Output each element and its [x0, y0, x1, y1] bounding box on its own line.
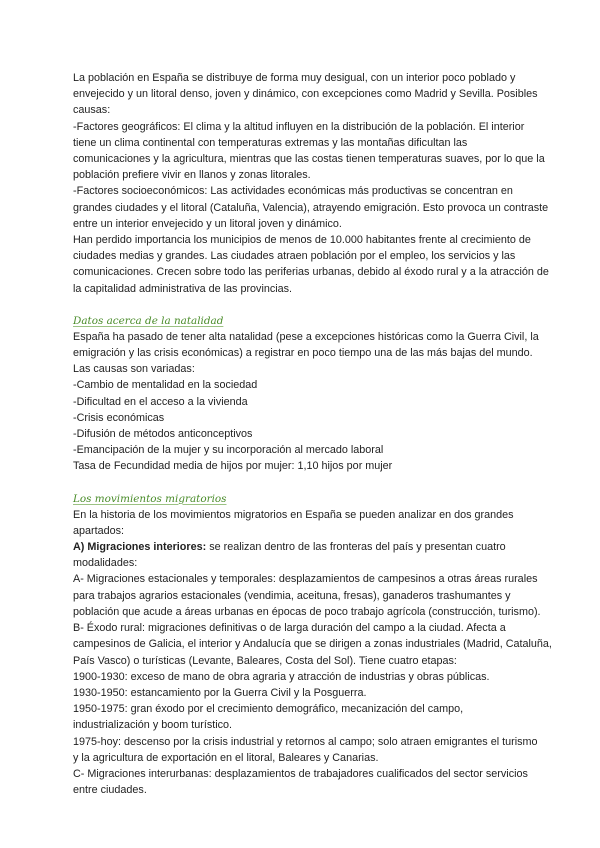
interior-migrations-line: [73, 539, 528, 555]
text-line: entre ciudades.: [73, 784, 147, 797]
text-line: 1900-1930: exceso de mano de obra agraria y atracción de industrias y obras públicas.: [73, 670, 490, 683]
natality-section: [73, 313, 539, 475]
text-line: -Factores geográficos: El clima y la altitud influyen en la distribución de la población. El interior: [73, 120, 525, 133]
text-line: -Emancipación de la mujer y su incorporación al mercado laboral: [73, 444, 384, 457]
text-line: C- Migraciones interurbanas: desplazamientos de trabajadores cualificados del sector servicios: [73, 767, 528, 780]
population-distribution-paragraph: [73, 70, 549, 297]
text-line: -Factores socioeconómicos: Las actividades económicas más productivas se concentran en: [73, 185, 513, 198]
text-line: emigración y las crisis económicas) a registrar en poco tiempo una de las más bajas del mundo.: [73, 347, 533, 360]
text-line: comunicaciones y la agricultura, mientras que las costas tienen temperaturas suaves, por lo que la: [73, 153, 545, 166]
text-line: En la historia de los movimientos migratorios en España se pueden analizar en dos grandes: [73, 508, 514, 521]
text-line: ciudades medias y grandes. Las ciudades atraen población por el empleo, los servicios y las: [73, 250, 516, 263]
text-line: 1950-1975: gran éxodo por el crecimiento demográfico, mecanización del campo,: [73, 703, 464, 716]
migration-heading: Los movimientos migratorios: [73, 492, 227, 505]
text-line: población que acude a áreas urbanas en épocas de poco trabajo agrícola (construcción, turismo).: [73, 605, 541, 618]
text-line: Las causas son variadas:: [73, 363, 195, 376]
text-line: causas:: [73, 104, 111, 117]
interior-migrations-text: se realizan dentro de las fronteras del país y presentan cuatro: [206, 541, 506, 554]
text-line: entre un interior envejecido y un litoral joven y dinámico.: [73, 217, 342, 230]
text-line: A- Migraciones estacionales y temporales: desplazamientos de campesinos a otras áreas rurales: [73, 573, 538, 586]
text-line: modalidades:: [73, 557, 138, 570]
text-line: -Crisis económicas: [73, 411, 165, 424]
section-spacer: [73, 297, 528, 313]
text-line: España ha pasado de tener alta natalidad (pese a excepciones históricas como la Guerra Civil, la: [73, 330, 539, 343]
text-line: -Difusión de métodos anticonceptivos: [73, 428, 253, 441]
text-line: población prefiere vivir en llanos y zonas litorales.: [73, 169, 311, 182]
text-line: País Vasco) o turísticas (Levante, Baleares, Costa del Sol). Tiene cuatro etapas:: [73, 654, 457, 667]
interior-migrations-label: A) Migraciones interiores:: [73, 541, 207, 554]
text-line: envejecido y un litoral denso, joven y dinámico, con excepciones como Madrid y Sevilla. Posibles: [73, 88, 538, 101]
text-line: grandes ciudades y el litoral (Cataluña, Valencia), atrayendo emigración. Esto provoca un contraste: [73, 201, 549, 214]
text-line: Han perdido importancia los municipios de menos de 10.000 habitantes frente al crecimiento de: [73, 234, 531, 247]
text-line: tiene un clima continental con temperaturas extremas y las montañas dificultan las: [73, 136, 468, 149]
text-line: 1975-hoy: descenso por la crisis industrial y retornos al campo; solo atraen emigrantes el turismo: [73, 735, 538, 748]
text-line: -Dificultad en el acceso a la vivienda: [73, 395, 248, 408]
natality-heading: Datos acerca de la natalidad: [73, 314, 224, 327]
text-line: -Cambio de mentalidad en la sociedad: [73, 379, 258, 392]
text-line: apartados:: [73, 524, 125, 537]
text-line: la capitalidad administrativa de las provincias.: [73, 282, 293, 295]
text-line: 1930-1950: estancamiento por la Guerra Civil y la Posguerra.: [73, 686, 367, 699]
text-line: para trabajos agrarios estacionales (vendimia, aceituna, fresas), ganaderos trashumantes y: [73, 589, 511, 602]
text-line: B- Éxodo rural: migraciones definitivas o de larga duración del campo a la ciudad. Afecta a: [73, 622, 506, 635]
text-line: industrialización y boom turístico.: [73, 719, 233, 732]
text-line: La población en España se distribuye de forma muy desigual, con un interior poco poblado y: [73, 72, 516, 84]
text-line: campesinos de Galicia, el interior y Andalucía que se dirigen a zonas industriales (Madrid, Cataluña,: [73, 638, 552, 651]
text-line: comunicaciones. Crecen sobre todo las periferias urbanas, debido al éxodo rural y a la atracción de: [73, 266, 549, 279]
section-spacer: [73, 475, 528, 491]
text-line: Tasa de Fecundidad media de hijos por mujer: 1,10 hijos por mujer: [73, 460, 393, 473]
migration-section: [73, 491, 552, 799]
text-line: y la agricultura de exportación en el litoral, Baleares y Canarias.: [73, 751, 379, 764]
